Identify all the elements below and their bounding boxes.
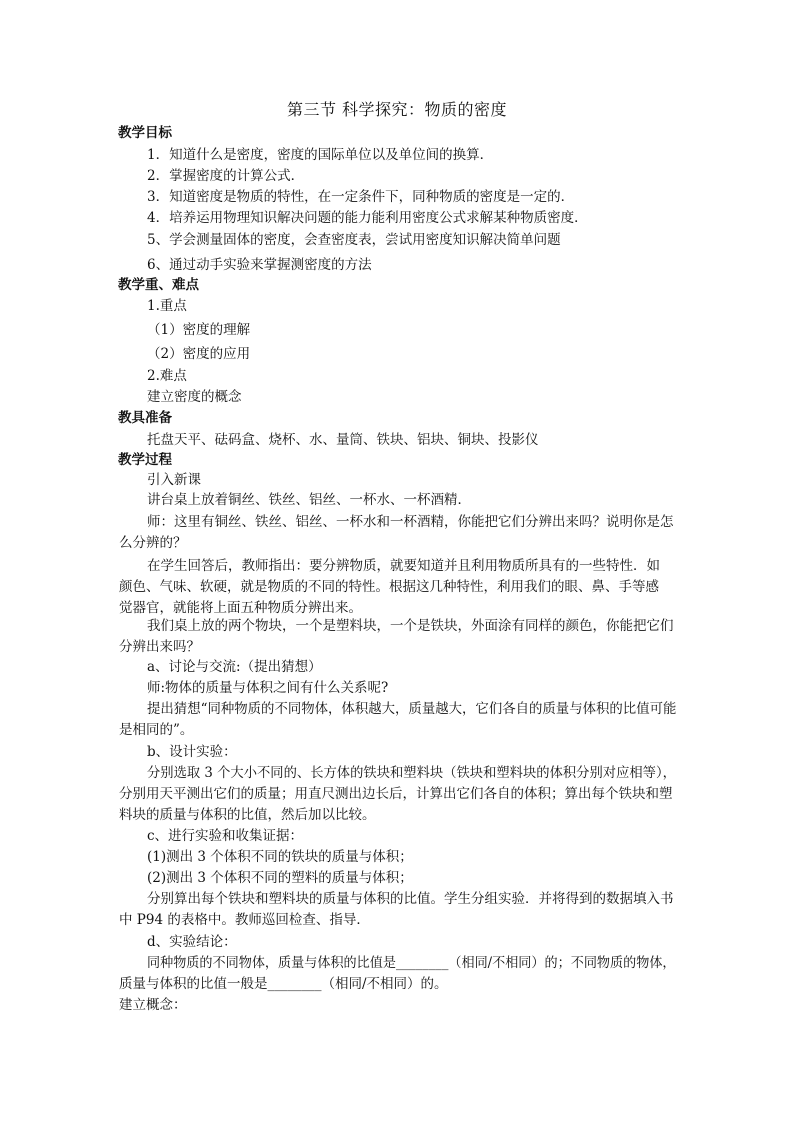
process-line: 我们桌上放的两个物块，一个是塑料块，一个是铁块，外面涂有同样的颜色，你能把它们 xyxy=(147,618,674,634)
process-line: 师:物体的质量与体积之间有什么关系呢? xyxy=(147,680,389,696)
process-line: 讲台桌上放着铜丝、铁丝、铝丝、一杯水、一杯酒精． xyxy=(147,492,471,508)
keypoint-item: 建立密度的概念 xyxy=(147,389,242,405)
step-heading: a、讨论与交流:（提出猜想） xyxy=(147,659,322,675)
objective-item: 6、通过动手实验来掌握测密度的方法 xyxy=(147,257,372,273)
keypoint-label: 1.重点 xyxy=(147,298,187,314)
process-line: (2)测出 3 个体积不同的塑料的质量与体积； xyxy=(147,870,413,886)
process-line: 分辨出来吗？ xyxy=(119,639,200,655)
keypoint-item: （2）密度的应用 xyxy=(147,346,251,362)
process-line: 建立概念： xyxy=(119,997,187,1013)
process-line: 提出猜想“同种物质的不同物体，体积越大，质量越大，它们各自的质量与体积的比值可能 xyxy=(147,701,677,717)
objective-item: 1．知道什么是密度，密度的国际单位以及单位间的换算． xyxy=(147,147,494,163)
equipment-heading: 教具准备 xyxy=(118,410,172,426)
process-heading: 教学过程 xyxy=(118,452,172,468)
objective-item: 3．知道密度是物质的特性，在一定条件下，同种物质的密度是一定的． xyxy=(147,189,575,205)
process-line: 中 P94 的表格中。教师巡回检查、指导． xyxy=(119,912,370,928)
process-line: 分别算出每个铁块和塑料块的质量与体积的比值。学生分组实验．并将得到的数据填入书 xyxy=(147,891,674,907)
objective-item: 4．培养运用物理知识解决问题的能力能利用密度公式求解某种物质密度． xyxy=(147,210,588,226)
process-line: 么分辨的？ xyxy=(119,535,187,551)
objective-item: 2．掌握密度的计算公式． xyxy=(147,168,305,184)
process-line: 分别选取 3 个大小不同的、长方体的铁块和塑料块（铁块和塑料块的体积分别对应相等）， xyxy=(147,765,676,781)
step-heading: d、实验结论： xyxy=(147,934,237,950)
process-line: (1)测出 3 个体积不同的铁块的质量与体积； xyxy=(147,849,413,865)
process-line: 是相同的”。 xyxy=(119,722,194,738)
keypoint-item: （1）密度的理解 xyxy=(147,322,251,338)
keypoint-label: 2.难点 xyxy=(147,368,187,384)
process-line: 料块的质量与体积的比值，然后加以比较。 xyxy=(119,807,376,823)
step-heading: b、设计实验： xyxy=(147,744,237,760)
process-line: 觉器官，就能将上面五种物质分辨出来。 xyxy=(119,600,362,616)
page-title: 第三节 科学探究：物质的密度 xyxy=(286,100,508,119)
process-line: 同种物质的不同物体，质量与体积的比值是________（相同/不相同）的；不同物质的物体， xyxy=(147,955,676,971)
process-line: 在学生回答后，教师指出：要分辨物质，就要知道并且利用物质所具有的一些特性．如 xyxy=(147,558,660,574)
keypoints-heading: 教学重、难点 xyxy=(118,277,199,293)
process-line: 分别用天平测出它们的质量；用直尺测出边长后，计算出它们各自的体积；算出每个铁块和塑 xyxy=(119,786,673,802)
process-line: 引入新课 xyxy=(147,472,201,488)
equipment-text: 托盘天平、砝码盒、烧杯、水、量筒、铁块、铝块、铜块、投影仪 xyxy=(147,432,539,448)
process-line: 颜色、气味、软硬，就是物质的不同的特性。根据这几种特性，利用我们的眼、鼻、手等感 xyxy=(119,579,659,595)
objective-item: 5、学会测量固体的密度，会查密度表，尝试用密度知识解决简单问题 xyxy=(147,232,561,248)
objectives-heading: 教学目标 xyxy=(118,125,172,141)
process-line: 师：这里有铜丝、铁丝、铝丝、一杯水和一杯酒精，你能把它们分辨出来吗？说明你是怎 xyxy=(147,514,674,530)
step-heading: c、进行实验和收集证据： xyxy=(147,828,304,844)
process-line: 质量与体积的比值一般是________（相同/不相同）的。 xyxy=(119,976,448,992)
